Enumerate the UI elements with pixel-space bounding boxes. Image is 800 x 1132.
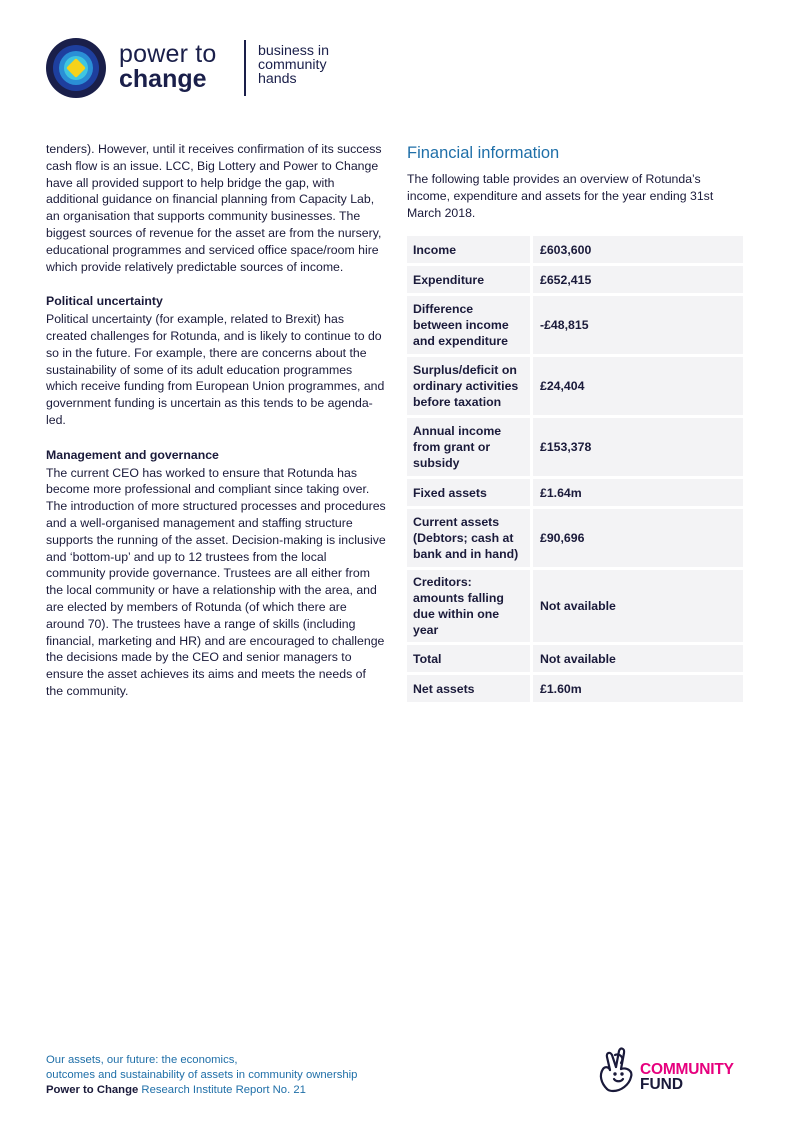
row-label: Expenditure [407,266,533,293]
page-header [46,38,446,98]
page-footer [46,1053,446,1098]
body-paragraph-1: tenders). However, until it receives confirmation of its success cash flow is an issue. LCC, Big Lottery and Power to Change have all provided support to help bridge the gap, with additional guidance on financial planning from Capacity Lab, an organisation that supports community businesses. The biggest sources of revenue for the asset are from the nursery, educational programmes and serviced office space/room hire which provide relatively predictable sources of income. [46,142,382,274]
logo-divider [244,40,246,96]
table-row [407,675,743,702]
row-value: £603,600 [533,236,743,263]
body-paragraph-2: Political uncertainty (for example, related to Brexit) has created challenges for Rotunda, and is likely to continue to do so in the future. For example, there are concerns about the sustainability of some of its adult education programmes which receive funding from European Union programmes, and government funding is uncertain as this tends to be agenda-led. [46,312,385,427]
right-column [407,143,747,221]
footer-line3 [46,1083,446,1098]
row-label: Difference between income and expenditure [407,296,533,354]
table-row [407,418,743,476]
community-fund-line1: COMMUNITY [640,1061,734,1078]
row-label: Net assets [407,675,533,702]
row-value: Not available [533,570,743,642]
table-row [407,357,743,415]
row-value: £24,404 [533,357,743,415]
row-label: Creditors: amounts falling due within one year [407,570,533,642]
footer-line2: outcomes and sustainability of assets in community ownership [46,1069,358,1081]
community-fund-line2: FUND [640,1076,684,1093]
left-column [46,141,386,700]
table-row [407,479,743,506]
tagline-line2: community [258,57,327,73]
table-row [407,266,743,293]
intro-paragraph: The following table provides an overview of Rotunda’s income, expenditure and assets for the year ending 31st March 2018. [407,172,714,220]
table-row [407,236,743,263]
row-label: Fixed assets [407,479,533,506]
table-row [407,509,743,567]
section-title: Financial information [407,144,560,162]
row-value: £153,378 [533,418,743,476]
tagline [258,44,329,86]
row-label: Current assets (Debtors; cash at bank and in hand) [407,509,533,567]
financial-table [407,233,743,705]
row-value: Not available [533,645,743,672]
row-value: £90,696 [533,509,743,567]
heading-management-governance: Management and governance [46,447,219,462]
row-value: £652,415 [533,266,743,293]
power-to-change-logo-icon [46,38,106,98]
heading-political-uncertainty: Political uncertainty [46,294,163,309]
row-value: £1.60m [533,675,743,702]
row-label: Total [407,645,533,672]
row-label: Annual income from grant or subsidy [407,418,533,476]
logo-line1: power to [119,40,217,68]
row-value: -£48,815 [533,296,743,354]
footer-brand: Power to Change [46,1084,139,1096]
row-value: £1.64m [533,479,743,506]
logo-line2: change [119,65,207,93]
table-row [407,296,743,354]
community-fund-wordmark [640,1062,734,1092]
row-label: Surplus/deficit on ordinary activities before taxation [407,357,533,415]
body-paragraph-3: The current CEO has worked to ensure that Rotunda has become more professional and compliant since taking over. The introduction of more structured processes and procedures and a well-organised management and staffing structure supports the running of the asset. Decision-making is inclusive and ‘bottom-up’ and up to 12 trustees from the local community provide governance. Trustees are all either from the local community or have a relationship with the area, and are elected by members of Rotunda (of which there are around 70). The trustees have a range of skills (including financial, marketing and HR) and are encouraged to challenge the decisions made by the CEO and senior managers to ensure the asset achieves its aims and meets the needs of the community. [46,465,386,698]
footer-line1: Our assets, our future: the economics, [46,1054,238,1066]
logo-wordmark [119,42,217,92]
table-row [407,570,743,642]
footer-report-number: Research Institute Report No. 21 [138,1084,306,1096]
table-row [407,645,743,672]
tagline-line3: hands [258,71,297,87]
tagline-line1: business in [258,43,329,59]
row-label: Income [407,236,533,263]
